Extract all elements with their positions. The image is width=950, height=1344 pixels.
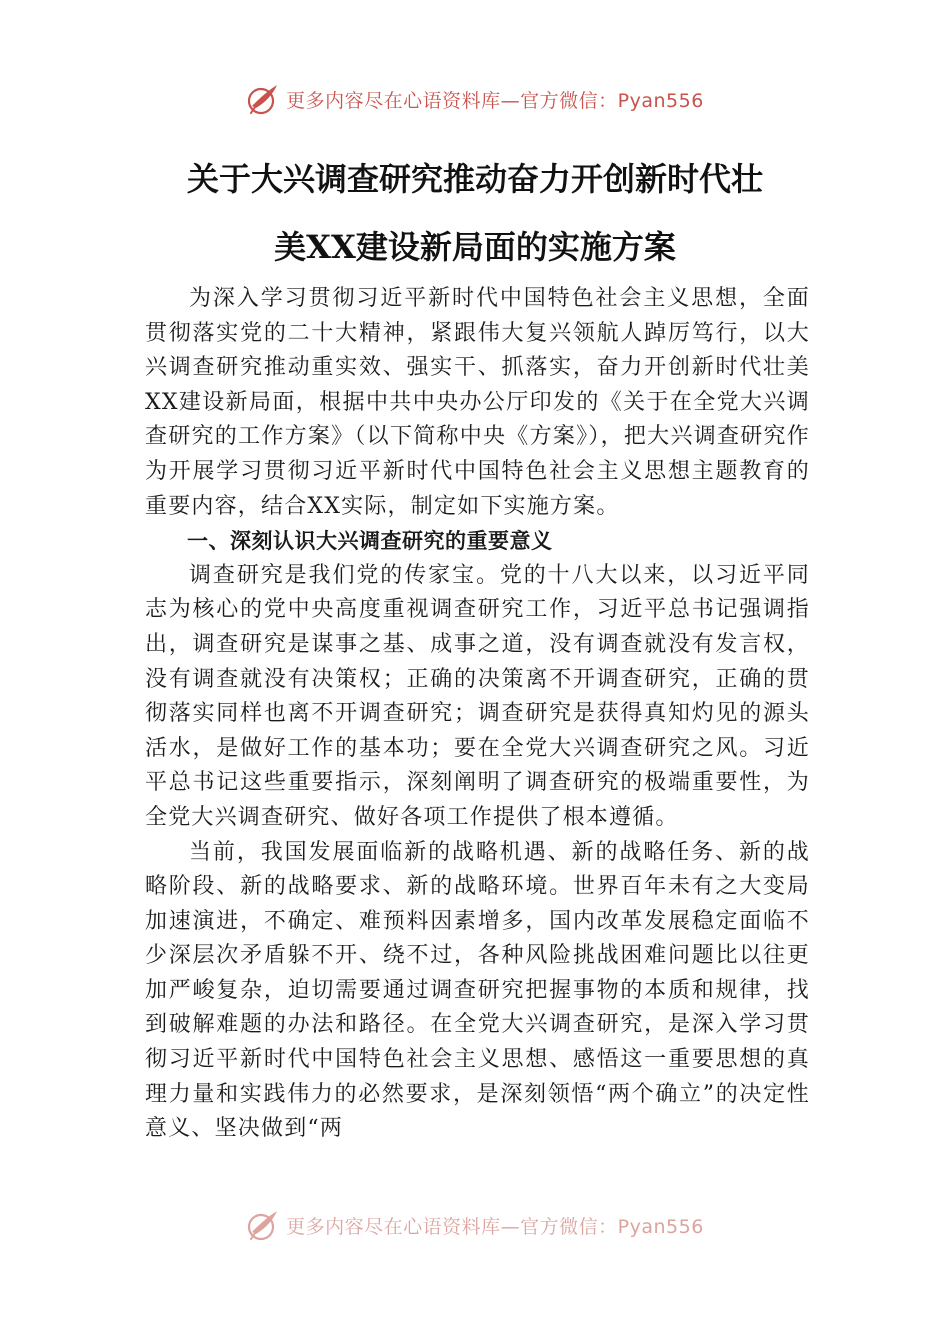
section1-paragraph-2: 当前，我国发展面临新的战略机遇、新的战略任务、新的战略阶段、新的战略要求、新的战略环境。世界百年未有之大变局加速演进，不确定、难预料因素增多，国内改革发展稳定面临不少深层次矛盾躲不开、绕不过，各种风险挑战困难问题比以往更加严峻复杂，迫切需要通过调查研究把握事物的本质和规律，找到破解难题的办法和路径。在全党大兴调查研究，是深入学习贯彻习近平新时代中国特色社会主义思想、感悟这一重要思想的真理力量和实践伟力的必然要求，是深刻领悟“两个确立”的决定性意义、坚决做到“两 bbox=[145, 839, 810, 1142]
document-title-line-1: 关于大兴调查研究推动奋力开创新时代壮 bbox=[186, 160, 763, 198]
document-body bbox=[145, 282, 810, 1147]
footer-watermark-text: 更多内容尽在心语资料库—官方微信：Pyan556 bbox=[286, 1215, 704, 1238]
section-heading-1: 一、深刻认识大兴调查研究的重要意义 bbox=[187, 529, 553, 554]
document-title-line-2: 美XX建设新局面的实施方案 bbox=[274, 228, 676, 266]
quill-logo-icon bbox=[246, 1208, 280, 1242]
section1-paragraph-1: 调查研究是我们党的传家宝。党的十八大以来，以习近平同志为核心的党中央高度重视调查研究工作，习近平总书记强调指出，调查研究是谋事之基、成事之道，没有调查就没有发言权，没有调查就没有决策权；正确的决策离不开调查研究，正确的贯彻落实同样也离不开调查研究；调查研究是获得真知灼见的源头活水，是做好工作的基本功；要在全党大兴调查研究之风。习近平总书记这些重要指示，深刻阐明了调查研究的极端重要性，为全党大兴调查研究、做好各项工作提供了根本遵循。 bbox=[145, 562, 810, 830]
quill-logo-icon bbox=[246, 82, 280, 116]
header-watermark bbox=[0, 82, 950, 116]
intro-paragraph: 为深入学习贯彻习近平新时代中国特色社会主义思想，全面贯彻落实党的二十大精神，紧跟伟大复兴领航人踔厉笃行，以大兴调查研究推动重实效、强实干、抓落实，奋力开创新时代壮美XX建设新局面，根据中共中央办公厅印发的《关于在全党大兴调查研究的工作方案》（以下简称中央《方案》），把大兴调查研究作为开展学习贯彻习近平新时代中国特色社会主义思想主题教育的重要内容，结合XX实际，制定如下实施方案。 bbox=[145, 286, 810, 519]
footer-watermark bbox=[0, 1208, 950, 1242]
header-watermark-text: 更多内容尽在心语资料库—官方微信：Pyan556 bbox=[286, 89, 704, 112]
